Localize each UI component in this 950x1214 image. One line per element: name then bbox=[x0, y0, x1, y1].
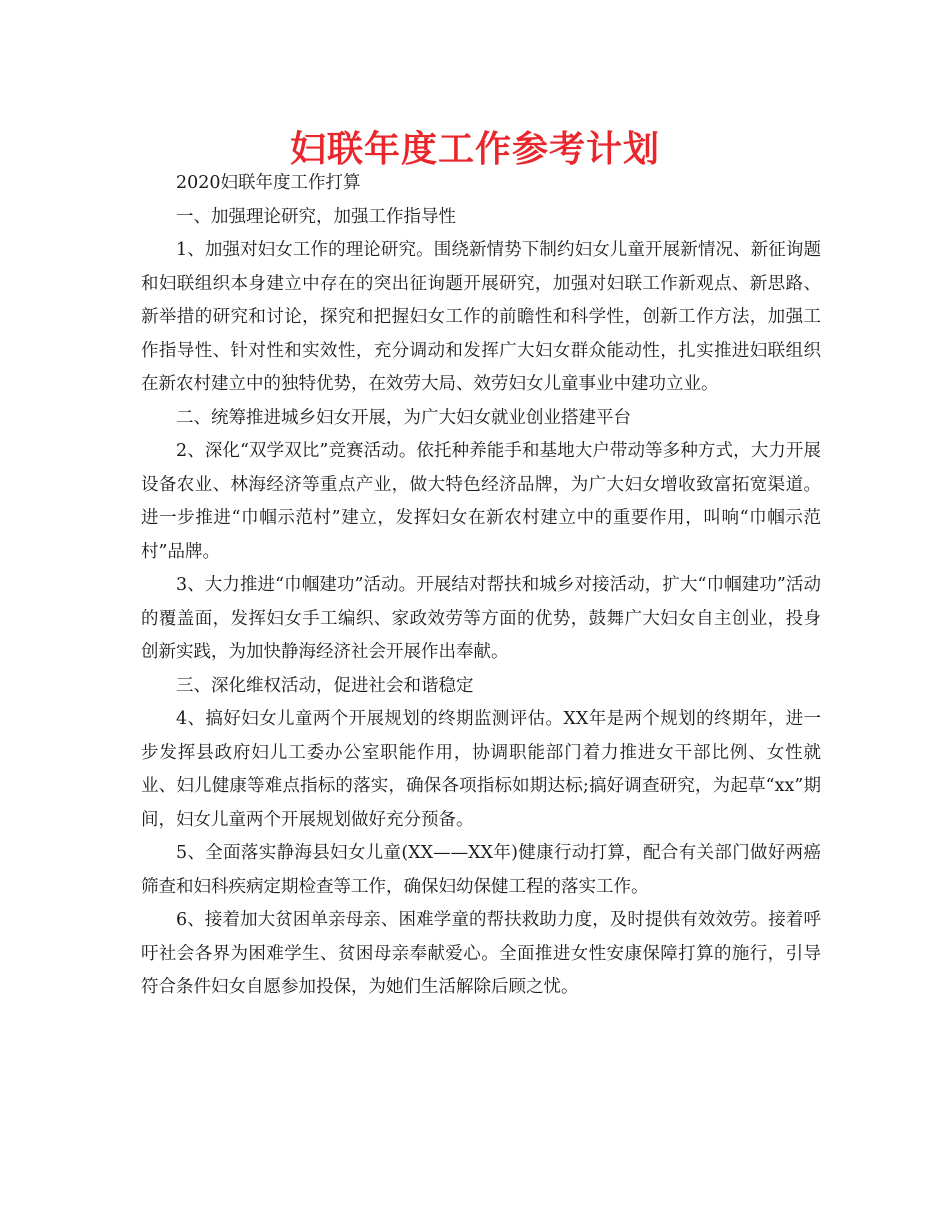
document-title: 妇联年度工作参考计划 bbox=[289, 129, 660, 170]
section-heading-2: 二、统筹推进城乡妇女开展，为广大妇女就业创业搭建平台 bbox=[176, 407, 631, 428]
paragraph-item-1: 1、加强对妇女工作的理论研究。围绕新情势下制约妇女儿童开展新情况、新征询题和妇联组织本身建立中存在的突出征询题开展研究，加强对妇联工作新观点、新思路、新举措的研究和讨论，探究和把握妇女工作的前瞻性和科学性，创新工作方法，加强工作指导性、针对性和实效性，充分调动和发挥广大妇女群众能动性，扎实推进妇联组织在新农村建立中的独特优势，在效劳大局、效劳妇女儿童事业中建功立业。 bbox=[141, 240, 821, 394]
section-heading-1: 一、加强理论研究，加强工作指导性 bbox=[176, 206, 456, 227]
paragraph-item-3: 3、大力推进“巾帼建功”活动。开展结对帮扶和城乡对接活动，扩大“巾帼建功”活动的覆盖面，发挥妇女手工编织、家政效劳等方面的优势，鼓舞广大妇女自主创业，投身创新实践，为加快静海经济社会开展作出奉献。 bbox=[141, 575, 821, 662]
paragraph-item-4: 4、搞好妇女儿童两个开展规划的终期监测评估。XX年是两个规划的终期年，进一步发挥县政府妇儿工委办公室职能作用，协调职能部门着力推进女干部比例、女性就业、妇儿健康等难点指标的落实，确保各项指标如期达标;搞好调查研究，为起草“xx”期间，妇女儿童两个开展规划做好充分预备。 bbox=[141, 709, 821, 830]
section-heading-3: 三、深化维权活动，促进社会和谐稳定 bbox=[176, 675, 474, 696]
paragraph-item-6: 6、接着加大贫困单亲母亲、困难学童的帮扶救助力度，及时提供有效效劳。接着呼吁社会各界为困难学生、贫困母亲奉献爱心。全面推进女性安康保障打算的施行，引导符合条件妇女自愿参加投保，为她们生活解除后顾之忧。 bbox=[141, 910, 821, 997]
paragraph-item-5: 5、全面落实静海县妇女儿童(XX——XX年)健康行动打算，配合有关部门做好两癌筛查和妇科疾病定期检查等工作，确保妇幼保健工程的落实工作。 bbox=[141, 843, 821, 897]
paragraph-item-2: 2、深化“双学双比”竞赛活动。依托种养能手和基地大户带动等多种方式，大力开展设备农业、林海经济等重点产业，做大特色经济品牌，为广大妇女增收致富拓宽渠道。进一步推进“巾帼示范村”建立，发挥妇女在新农村建立中的重要作用，叫响“巾帼示范村”品牌。 bbox=[141, 441, 821, 562]
document-body bbox=[141, 167, 821, 1005]
paragraph-plan-heading: 2020妇联年度工作打算 bbox=[176, 173, 361, 193]
